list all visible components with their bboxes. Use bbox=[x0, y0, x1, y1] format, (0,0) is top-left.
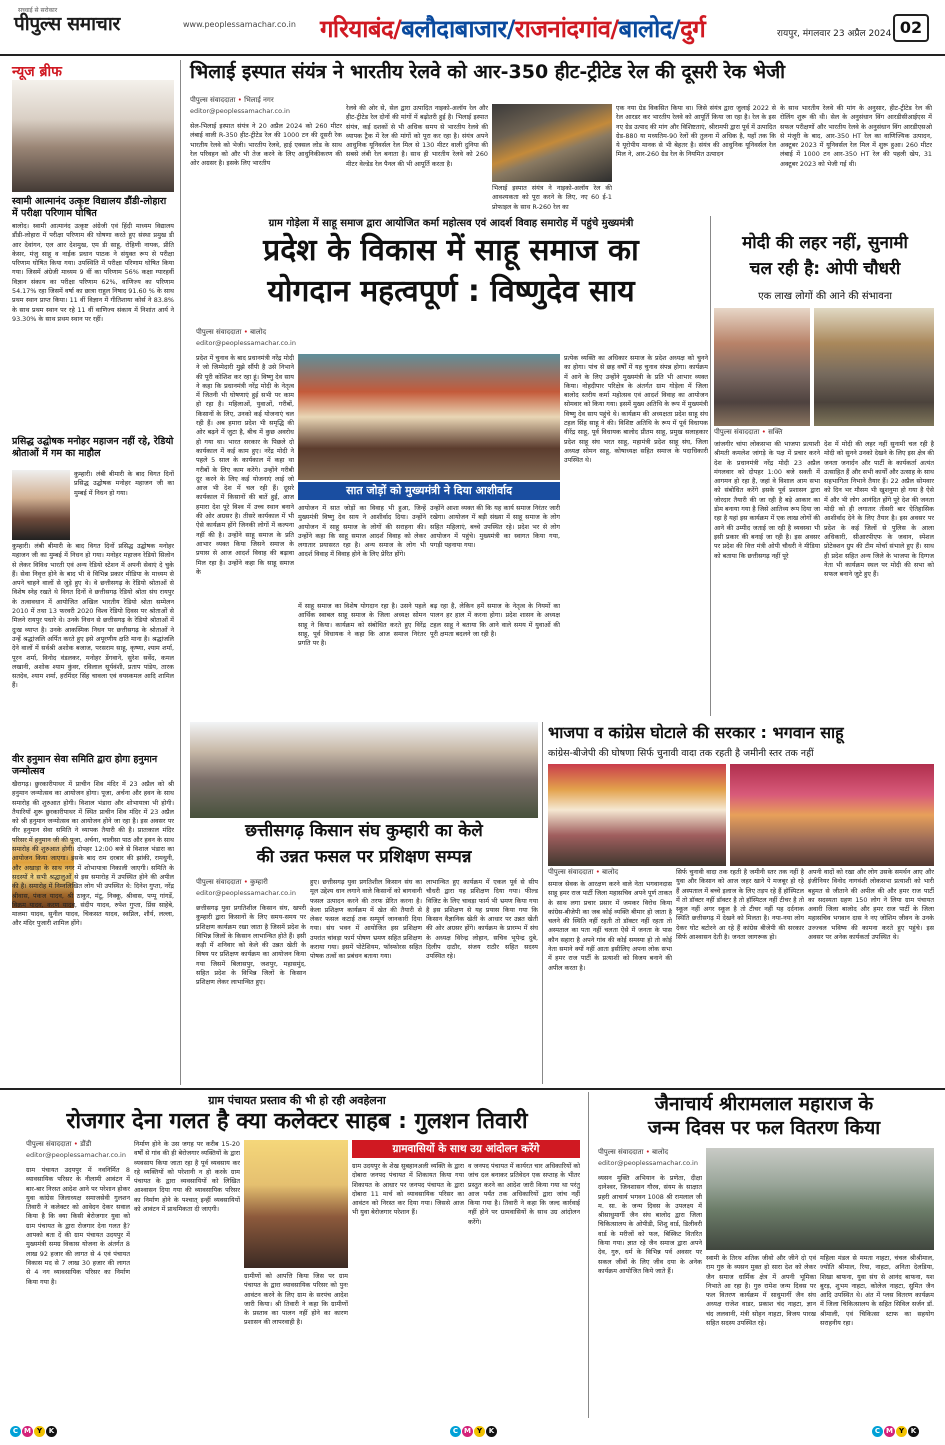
kisan-byline: पीपुल्स संवाददाता • कुम्हारी bbox=[196, 878, 268, 886]
bhagwan-subhead: कांग्रेस-बीजेपी की घोषणा सिर्फ चुनावी वादा तक रहती है जमीनी स्तर तक नहीं bbox=[548, 748, 814, 759]
bsp-headline: भिलाई इस्पात संयंत्र ने भारतीय रेलवे को आर-350 हीट-ट्रीटेड रेल की दूसरी रेक भेजी bbox=[190, 61, 786, 83]
sahu-banner: सात जोड़ों को मुख्यमंत्री ने दिया आशीर्वाद bbox=[298, 482, 560, 500]
kalektar-email[interactable]: editor@peoplessamachar.co.in bbox=[26, 1151, 126, 1159]
bsp-col2: रेलवे की ओर से, सेल द्वारा उत्पादित नाइको-अलॉय रेल और हीट-ट्रीटेड रेल दोनों की मांगों में बढ़ोतरी हुई है। भिलाई इस्पात संयंत्र, कई दशकों से भी अधिक समय से भारतीय रेलवे की व्यापक ट्रैक में रेल की मांगों को पूरा कर रहा है। संयंत्र अपने आधुनिक यूनिवर्सल रेल मिल से 130 मीटर वाली दुनिया की सबसे लंबी रेल बनाता है। साथ ही भारतीय रेलवे को 260 मीटर वेल्डेड रेल पैनल की भी आपूर्ति करता है। bbox=[346, 104, 488, 168]
sahu-col4: प्रत्येक व्यक्ति का अधिकार समाज के प्रदेश अध्यक्ष को चुनने का होगा। पांच से छह वर्षों में यह चुनाव संपन्न होगा। कार्यक्रम में आने के लिए उन्होंने मुख्यमंत्री के प्रति भी आभार व्यक्त किया। नोहदीपार परिक्षेत्र के अंतर्गत ग्राम गोड़ेला में जिला बालोद स्तरीय कर्मा महोत्सव एवं आदर्श विवाह का आयोजन सोमवार को किया गया। इसमें मुख्य अतिथि के रूप में मुख्यमंत्री विष्णु देव साय पहुंचे थे। कार्यक्रम की अध्यक्षता प्रदेश साहू संघ टहल सिंह साहू ने की। विशिष्ट अतिथि के रूप में पूर्व विधायक वीरेंद्र साहू, पूर्व विधायक बालोद प्रीतम साहू, प्रमुख सलाहकार प्रदेश साहू संघ भरत साहू, महामंत्री प्रदेश साहू संघ, जिला अध्यक्ष सोमन साहू, कोषाध्यक्ष सहित समाज के पदाधिकारी उपस्थित थे। bbox=[564, 354, 708, 465]
fruit-distribution-photo bbox=[706, 1148, 934, 1250]
jain-byline: पीपुल्स संवाददाता • बालोद bbox=[598, 1148, 669, 1156]
region-balodabazar: बलौदाबाजार/ bbox=[401, 15, 515, 43]
kisan-col1: छत्तीसगढ़ युवा प्रगतिशील किसान संघ, खपरी कुम्हारी द्वारा किसानों के लिए समय-समय पर प्रशिक्षण कार्यक्रम रखा जाता है जिसमें प्रदेश के विभिन्न जिलों के किसान लाभान्वित होते हैं। इसी कड़ी में शनिवार को केले की उन्नत खेती के विषय पर प्रशिक्षण कार्यक्रम का आयोजन किया गया जिसमें बिलासपुर, जशपुर, महासमुंद, सहित प्रदेश के विभिन्न जिलों के किसान प्रशिक्षण लेकर लाभान्वित हुए। bbox=[196, 904, 306, 987]
kisan-training-photo bbox=[190, 722, 538, 818]
jain-headline-line2: जन्म दिवस पर फल वितरण किया bbox=[647, 1117, 881, 1139]
bhagwan-col3: अपनी वादों को रखा और लोग उसके समर्थन आए और इंजीनियर विनोद नागवंशी लोकसभा प्रत्याशी को भारी बहुमत से जीताने की अपील की और हमर राज पार्टी का सदस्यता ग्रहण 150 लोग ने लिया ग्राम पंचायत अवारी जिला बालोद और हमर राज पार्टी के जिला महासचिव भगवान दास ने नए जोशिम जीवन के उनके उज्ज्वल भविष्य की कामना करते हुए पहुंचे। इस अवसर पर अनेक कार्यकर्ता उपस्थित थे। bbox=[808, 868, 934, 942]
sahu-col2-bottom: में साहू समाज का विशेष योगदान रहा है। उसने पहले आर्थिक स्वाबल साहू समाज के जिला अध्यक्ष सोमन साहू ने किया। कार्यक्रम को संबोधित करते हुए विरेंद्र साहू, पूर्व विधायक ने कहा कि आज समाज निरंतर प्रगति पर है। bbox=[298, 602, 426, 648]
jain-col2: स्वामी के तिरथ शतिक जीवो और जीने दो एवं राम गुरु के व्यसन मुक्त हो सारा देश को लेकर जैन समाज धार्मिक क्षेत्र में अपनी भूमिका निभाते आ रहा है। गुरु रामेश जन्म दिवस पर फल वितरण कार्यक्रम में साधुमार्गी जैन संघ अध्यक्ष राजेश वाडर, प्रकाश चंद नाहटा, ज्ञान चंद ललवानी, मंत्री सोहन नाहटा, विजय पारख सहित सदस्य उपस्थित रहे। bbox=[706, 1254, 816, 1328]
sahu-headline-line1: प्रदेश के विकास में साहू समाज का bbox=[263, 233, 639, 268]
bsp-email[interactable]: editor@peoplessamachar.co.in bbox=[190, 107, 290, 115]
bhagwan-photo-2 bbox=[730, 764, 934, 866]
bhagwan-byline: पीपुल्स संवाददाता • बालोद bbox=[548, 868, 619, 876]
brief-radio-text: कुम्हारी। लंबी बीमारी के बाद विगत दिनों प्रसिद्ध उद्घोषक मनोहर महाजन जी का मुम्बई में निधन हो गया। मनोहर महाजन रेडियो सिलोन से लेकर विविध भारती एवं अन्य रेडियो स्टेशन में अपनी सेवाएं दे चुके हैं। सेवा निवृत्त होने के बाद भी वे विभिन्न प्रकार मीडिया के माध्यम से अपने चाहने वालों से जुड़े हुए थे। वे छत्तीसगढ़ के रेडियो श्रोताओं से विशेष स्नेह रखते थे विगत दिनों वे छत्तीसगढ़ रेडियो श्रोता संघ रायपुर के तत्वावधान में आयोजित अखिल भारतीय रेडियो श्रोता सम्मेलन 2010 में तथा 13 फरवरी 2020 विश्व रेडियो दिवस पर श्रोताओं से मिलने रायपुर पधारे थे। उनके निधन से छत्तीसगढ़ के रेडियो श्रोताओं में दुःख व्याप्त है। उनके आकस्मिक निधन पर छत्तीसगढ़ के श्रोताओं ने उन्हें श्रद्धांजलि अर्पित करते हुए इसे अपूरणीय क्षति माना है। श्रद्धांजलि देने वालों में सर्वश्री अशोक बजाज, परसराम साहू, कृष्णा, श्याम शर्मा, पूरन शर्मा, विनोद वंडलकर, मनोहर डेंगवाने, सुरेश सर्वेद, कमल लखानी, अशोक श्याम कुंवर, रविलाल सूर्यवंशी, प्रताप पांडेय, तारक सतदेव, श्याम शर्मा, हरमिंदर सिंह चावला एवं वयस्कमल आदि शामिल हैं। bbox=[12, 542, 174, 690]
sahu-col1: प्रदेश में चुनाव के बाद प्रधानमंत्री नरेंद्र मोदी ने जो जिम्मेदारी मुझे सौंपी है उसे निभाने की पूरी कोशिश कर रहा हूं। विष्णु देव साय ने कहा कि प्रधानमंत्री नरेंद्र मोदी के नेतृत्व में जितनी भी घोषणाएं हुई सभी पर काम हो रहा है। महिलाओं, युवाओं, गरीबों, किसानों के लिए, उनको कई योजनाएं चल रही हैं। अब हमारा प्रदेश भी समृद्धि की ओर बढ़ने में जुटा है, बीच में कुछ अवरोध हो गया था। भारत सरकार के पिछले दो कार्यकाल में कई काम हुए। नरेंद्र मोदी ने पहले 5 साल के कार्यकाल में कहा था गरीबों के लिए काम करेंगे। उन्होंने गरीबी दूर करने के लिए कई योजनाएं लाई जो आज भी देश में चल रही हैं। दूसरे कार्यकाल में किसानों की बातें हुईं, आज हमारा देश पूरे विश्व में उच्च स्थान बनाने की ओर अग्रसर है। तीसरे कार्यकाल में भी ऐसे कार्यक्रम होंगे जिनकी लोगों में कल्पना नहीं की है। उन्होंने साहू समाज के प्रति आभार व्यक्त किया जिसने समाज के प्रयास से आज आदर्श विवाह की बढ़ावा मिल रहा है। उन्होंने कहा कि साहू समाज के bbox=[196, 354, 294, 576]
brief-hanuman-title: वीर हनुमान सेवा समिति द्वारा होगा हनुमान जन्मोत्सव bbox=[12, 754, 158, 777]
gulshan-tiwari-photo bbox=[244, 1140, 348, 1268]
kisan-col3: लाभान्वित हुए कार्यक्रम में एकल पूर्व से सीप चौधरी द्वारा यह प्रशिक्षण दिया गया। फील्ड विजिट के लिए चावड़ा फार्म भी भ्रमण किया गया है इस प्रशिक्षण से यह प्रयास किया गया कि किसान वैज्ञानिक खेती के आधार पर उन्नत खेती की ओर अग्रसर होंगे। कार्यक्रम के प्रारम्भ में संघ के अध्यक्ष विरेन्द्र लोहान, सचिव भूपेन्द्र दुबे, दिलीप दाठौर, संजय राठौर सहित सदस्य उपस्थित रहे। bbox=[426, 878, 538, 961]
kalektar-headline: रोजगार देना गलत है क्या कलेक्टर साहब : गुलशन तिवारी bbox=[66, 1109, 528, 1134]
modi-byline: पीपुल्स संवाददाता • सक्ति bbox=[714, 428, 783, 436]
sahu-byline: पीपुल्स संवाददाता • बालोद bbox=[196, 328, 267, 336]
website-url[interactable]: www.peoplessamachar.co.in bbox=[183, 20, 296, 29]
kalektar-col5: व जनपद पंचायत में कार्यरत चार अधिकारियों को जांच दल बनाकर प्रतिवेदन एक सप्ताह के भीतर प्रस्तुत करने का आदेश जारी किया गया था परंतु आज पर्यंत तक अधिकारियों द्वारा जांच नहीं किया गया है। तिवारी ने कहा कि जल्द कार्रवाई नहीं होने पर ग्रामवासियों के साथ उग्र आंदोलन करेंगे। bbox=[468, 1162, 580, 1226]
kalektar-byline: पीपुल्स संवाददाता • डौंडी bbox=[26, 1140, 92, 1148]
cmyk-marker-left: C M Y K bbox=[10, 1426, 58, 1437]
kalektar-kicker: ग्राम पंचायत प्रस्ताव की भी हो रही अवहेलना bbox=[208, 1094, 386, 1107]
kisan-headline-line2: की उन्नत फसल पर प्रशिक्षण सम्पन्न bbox=[256, 847, 472, 867]
region-gariyaband: गरियाबंद/ bbox=[320, 15, 402, 43]
region-durg: दुर्ग bbox=[680, 15, 706, 43]
jain-headline-line1: जैनाचार्य श्रीरामलाल महाराज के bbox=[654, 1093, 874, 1115]
issue-date: रायपुर, मंगलवार 23 अप्रैल 2024 bbox=[777, 29, 892, 39]
page-number: 02 bbox=[893, 14, 929, 42]
masthead bbox=[0, 0, 945, 56]
column-rule-jain bbox=[588, 1092, 589, 1418]
column-rule-modi bbox=[710, 216, 711, 716]
bsp-byline: पीपुल्स संवाददाता • भिलाई नगर bbox=[190, 96, 274, 104]
region-rajnandgaon: राजनांदगांव/ bbox=[514, 15, 619, 43]
rail-mill-photo bbox=[492, 104, 612, 182]
brief-school-title: स्वामी आत्मानंद उत्कृष्ट विद्यालय डौंडी-लोहारा में परीक्षा परिणाम घोषित bbox=[12, 196, 167, 219]
section-divider bbox=[0, 1088, 945, 1090]
jain-col1: व्यसन मुक्ति अभियान के प्रणेता, दीक्षा दानेश्वर, जिनशासन गौरव, संयम के साक्षात प्रहरी आचार्य भगवन 1008 श्री रामलाल जी म. सा. के जन्म दिवस के उपलक्ष्य में श्रीसाधुमार्गी जैन संघ बालोद द्वारा जिला चिकित्सालय के ओपीडी, शिशु वार्ड, डिलीवरी वार्ड के मरीजों को फल, बिस्किट वितरित किया गया। ज्ञात रहे जैन समाज द्वारा अपने देव, गुरु, धर्म के विभिन्न पर्व अवसर पर सकल जीवों के लिए जीव दया के अनेक कार्यक्रम आयोजित किये जाते हैं। bbox=[598, 1174, 702, 1275]
modi-headline-line1: मोदी की लहर नहीं, सुनामी bbox=[742, 233, 908, 253]
kisan-col2: हुए। छत्तीसगढ़ युवा प्रगतिशील किसान संघ का मूल उद्देश्य धान लगाने वाले किसानों को बागवानी फसल उत्पादन करने की तरफ प्रेरित करना है। केला प्रशिक्षण कार्यक्रम में खेत की तैयारी से लेकर फसल कटाई तक सम्पूर्ण जानकारी दिया गया। संघ भवन में आयोजित इस प्रशिक्षण उपरांत चांवड़ा फार्म पोषण भ्रमण सहित प्रशिक्षण कराया गया। इसमें पोटेशियम, फॉस्फोरस सहित पोषक तत्वों का प्रबंधन बताया गया। bbox=[310, 878, 422, 961]
modi-col1: जांजगीर चांपा लोकसभा की भाजपा प्रत्याशी श्रीमती कमलेश जांगड़े के पक्ष में प्रचार करने देश के प्रधानमंत्री नरेंद्र मोदी 23 अप्रैल मंगलवार को दोपहर 1:00 बजे सक्ती में आगमन हो रहा है, जहां वे विशाल आम सभा को संबोधित करेंगे इसके पूर्व प्रशासन द्वारा जोरदार तैयारी की जा रही है बड़े आकार का डोम बनाया गया है जिसे आतिथ्य रूप दिया जा रहा है यहां इस कार्यक्रम में एक लाख लोगों की आने की उम्मीद जताई जा रही है व्यवस्था भी इसी प्रकार की बनाई जा रही है। इस अवसर पर प्रदेश की वित्त मंत्री ओपी चौधरी ने मीडिया को बताया कि छत्तीसगढ़ नहीं पूरे bbox=[714, 440, 820, 560]
bhagwan-photo-1 bbox=[548, 764, 726, 866]
sahu-col3-top: उन्होंने आशा व्यक्त की कि यह कार्य समाज निरंतर जारी रखेगा। आयोजन में बड़ी संख्या में साहू समाज के लोग सहित महिलाएं, बच्चे उपस्थित रहे। प्रदेश भर से लोग आयोजन में पहुंचे। मुख्यमंत्री का स्वागत किया गया, पगड़ी पहनाया गया। bbox=[430, 504, 560, 550]
logo-tagline: सच्चाई से सरोकार bbox=[18, 7, 58, 14]
modi-subhead: एक लाख लोगों की आने की संभावना bbox=[758, 291, 892, 302]
bsp-col1: सेल-भिलाई इस्पात संयंत्र ने 20 अप्रैल 2024 को 260 मीटर लंबाई वाली R-350 हीट-ट्रीटेड रेल की 1000 टन की दूसरी रेक भारतीय रेलवे को भेजी। भारतीय रेलवे, हाई एक्सल लोड के साथ रेल परिवहन को और भी तेज करने के लिए आधुनिकीकरण की ओर अग्रसर है। इसके लिए भारतीय bbox=[190, 122, 342, 168]
kalektar-col2: निर्माण होने के उस जगह पर करीब 15-20 वर्षों से गांव की ही बेरोजगार व्यक्तियों के द्वारा व्यवसाय किया जाता रहा है पूर्व व्यवसाय कर रहे व्यक्तियों को परेशानी न हो करके ग्राम पंचायत के द्वारा व्यवसायियों को लिखित आश्वासन दिया गया की व्यावसायिक परिसर का निर्माण होने के पश्चात् इन्हीं व्यवसायियों को आवंटन में प्राथमिकता दी जाएगी। bbox=[134, 1140, 240, 1214]
newspaper-logo[interactable]: पीपुल्स समाचार bbox=[14, 13, 120, 35]
kalektar-col3: ग्रामीणों को आपत्ति किया जिस पर ग्राम पंचायत के द्वारा व्यावसायिक परिसर को पुनः आवंटन करने के लिए ग्राम के सरपंच आदेश जारी किया। श्री तिवारी ने कहा कि ग्रामीणों के प्रस्ताव का पालन नहीं होने का कारण प्रशासन की लापरवाही है। bbox=[244, 1272, 348, 1327]
region-title bbox=[320, 12, 705, 45]
sahu-email[interactable]: editor@peoplessamachar.co.in bbox=[196, 339, 296, 347]
brief-radio-title: प्रसिद्ध उद्घोषक मनोहर महाजन नहीं रहे, रेडियो श्रोताओं में गम का माहौल bbox=[12, 436, 174, 459]
bsp-col3: एक नया ग्रेड विकसित किया था। जिसे संयंत्र द्वारा जुलाई 2022 से रेल आरडर कर भारतीय रेलवे को आपूर्ति किया जा रहा है। रेल के इस नए ग्रेड उत्पाद की मांग और विशिष्टताएं, श्रीरामपी द्वारा पूर्व में उत्पादित ग्रेड-880 या मध्यतिम-90 रेलों की तुलना में अधिक है, यहाँ तक कि ये यूरोपीय मानक से भी बेहतर है। संयंत्र की आधुनिक यूनिवर्सल रेल मिल ने, आर-260 ग्रेड रेल के नियमित उत्पादन bbox=[616, 104, 776, 159]
manohar-mahajan-photo bbox=[12, 470, 70, 540]
sahu-headline-line2: योगदान महत्वपूर्ण : विष्णुदेव साय bbox=[267, 274, 635, 309]
cmyk-marker-center: C M Y K bbox=[450, 1426, 498, 1437]
bsp-col4: के साथ भारतीय रेलवे की मांग के अनुसार, हीट-ट्रीटेड रेल की रोलिंग शुरू की थी। सेल के अनुसंधान विंग आरडीसीआईएस में सफल परीक्षणों और भारतीय रेलवे के अनुसंधान विंग आरडीएसओ से मंजूरी के बाद, आर-350 HT रेल का वाणिज्यिक उत्पादन, अक्टूबर 2023 में यूनिवर्सल रेल मिल में शुरू हुआ। 260 मीटर लंबाई में 1000 टन आर-350 HT रेल की पहली खेप, 31 अक्टूबर 2023 को भेजी गई थी। bbox=[780, 104, 932, 168]
kisan-email[interactable]: editor@peoplessamachar.co.in bbox=[196, 889, 296, 897]
region-balod: बालोद/ bbox=[618, 15, 681, 43]
brief-school-photo bbox=[12, 80, 174, 192]
sahu-kicker: ग्राम गोड़ेला में साहू समाज द्वारा आयोजित कर्मा महोत्सव एवं आदर्श विवाह समारोह में पहुंचे मुख्यमंत्री bbox=[268, 218, 634, 229]
modi-rally-photo-2 bbox=[814, 308, 934, 426]
modi-rally-photo-1 bbox=[714, 308, 810, 426]
modi-col2: देश में मोदी की लहर नहीं सुनामी चल रही है मोदी को सुनने उनको देखने के लिए इस क्षेत्र की जनता जनार्दन और पार्टी के कार्यकर्ता अत्यंत उत्साहित हैं और सभी कार्यों और उत्साह के साथ सहभागिता निभाने तैयार हैं। 22 अप्रैल सोमवार को दिन भर मौसम भी खुशनुमा हो गया है ऐसे में और भी लोग आनंदित होंगे पूरे देश की जनता मोदी को ही लगातार तीसरी बार ऐतिहासिक आशीर्वाद देने के लिए तैयार है। इस अवसर पर प्रदेश के कई जिलों से पुलिस के आला अधिकारी, सीआरपीएफ के जवान, स्पेशल प्रोटेक्शन ग्रुप की टीम मोर्चा संभाले हुए हैं। साथ ही प्रदेश सहित अन्य जिले के भाजपा के दिग्गज नेता भी कार्यक्रम स्थल पर मोदी की सभा को सफल बनाने जुटे हुए हैं। bbox=[824, 440, 934, 579]
brief-hanuman-text: खैरागढ़। छुरकारीपाथर में प्राचीन शिव मंदिर में 23 अप्रैल को श्री हनुमान जन्मोत्सव का आयोजन होगा। पूजा, अर्चना और हवन के साथ समारोह की शुरुआत होगी। विशाल भंडारा और शोभायात्रा भी होगी। तैयारियाँ शुरू छुरकारीपाथर में स्थित प्राचीन शिव मंदिर में 23 अप्रैल को श्री हनुमान जन्मोत्सव का आयोजन होने जा रहा है। इस अवसर पर वीर हनुमान सेवा समिति ने व्यापक तैयारी की है। प्रातःकाल मंदिर परिसर में हनुमान जी की पूजा, अर्चना, चालीसा पाठ और हवन के साथ समारोह की शुरुआत होगी। दोपहर 12:00 बजे से विशाल भंडारा का आयोजन किया जाएगा। इसके बाद राम दरबार की झांकी, रामधुनी, और अखाड़ा के साथ नगर में शोभायात्रा निकाली जाएगी। समिति के सदस्यों ने सभी श्रद्धालुओं से इस समारोह में उपस्थित होने की अपील की है। समारोह में निम्नलिखित लोग भी उपस्थित थे: दिनेश गुप्ता, नरेंद्र श्रीवास, पंकज यादव, श्री ठाकुर, मंटू, निक्कू, श्रीवास, पप्पू गांगर्डे, विक्रम यादव, करण यादव, संदीप यादव, रुपेश गुप्ता, प्रिंस साहेबे, मालमा यादव, सुनील यादव, चिकसत यादव, स्वप्निल, शौर्य, लल्ला, और मंदिर पुजारी शामिल होंगे। bbox=[12, 780, 174, 928]
cm-blessing-photo bbox=[298, 354, 560, 480]
sahu-col3-bottom: बढ़ रहा है, लेकिन हमें समाज के नेतृत्व के नियमों का पालन हर हाल में करना होगा। प्रदेश शासन के अध्यक्ष टहल साहू ने बताया कि आने वाले समय में युवाओं की पूरी क्षमता बदलने जा रही है। bbox=[430, 602, 560, 638]
column-rule bbox=[180, 60, 181, 1085]
jain-col3: महिला मंडल से ममता नाहटा, चंचल श्रीश्रीमाल, ज्योति श्रीमाल, रिया, नाहटा, अनिता देलडिया, शिखा बाफना, युवा संघ से आनंद बाफना, यश बुरड़, शुभम नाहटा, कोलेज नाहटा, सुमित जैन आदि उपस्थित थे। अंत में प्लस वितरण कार्यक्रम में जिला चिकित्सालय के सहित सिविल सर्जन डॉ. श्रीमाली, एवं चिकित्सा स्टाफ का सहयोग सराहनीय रहा। bbox=[820, 1254, 934, 1328]
sahu-col2-top: आयोजन में सात जोड़ों का विवाह भी हुआ, जिन्हें मुख्यमंत्री विष्णु देव साय ने आशीर्वाद दिया। उन्होंने आयोजन में साहू समाज के लोगों की सराहना की। उन्होंने कहा कि साहू समाज आदर्श विवाह को लेकर लगातार प्रयासरत रहा है। अन्य समाज के लोग भी आदर्श विवाह में विवाह होने के लिए प्रेरित होंगे। bbox=[298, 504, 426, 559]
news-brief-label: न्यूज ब्रीफ bbox=[12, 64, 62, 80]
bhagwan-col2: सिर्फ चुनावी वादा तक रहती है जमीनी स्तर तक नहीं है युवा और किसान को आज जहर खाने पे मजबूर हो रहे हैं अस्पताल में बच्चे इलाज के लिए तड़प रहे हैं हॉस्पिटल में तो डॉक्टर नहीं डॉक्टर है तो हॉस्पिटल नहीं टीचर है तो स्कूल नहीं अगर स्कूल है तो टीचर नहीं यह दर्दनाक स्थिति छत्तीसगढ़ में देखने को मिलता है। नया-नया लोग देकर घोट बटोरने आ रहे हैं कांग्रेस बीजेपी की सरकार सिर्फ आश्वासन देती है। जनता जागरूक हो। bbox=[676, 868, 804, 942]
kalektar-col1: ग्राम पंचायत उदयपुर में नवनिर्मित 8 व्यावसायिक परिसर के नीलामी आवंटन में बार-बार निरस्त आदेश आने पर परेशान होकर युवा कांग्रेस जिलाध्यक्ष समाजसेवी गुलशन तिवारी ने कलेक्टर को आवेदन देकर सवाल किया है कि क्या किसी बेरोजगार युवा को ग्राम पंचायत के द्वारा रोजगार देना गलत है? आपको बता दें की ग्राम पंचायत उदयपुर में मुख्यमंत्री समग्र विकास योजना के अंतर्गत 8 लाख 92 हजार की लागत से 4 एवं पंचायत विकास मद से 7 लाख 30 हजार की लागत से 4 नग व्यावसायिक परिसर का निर्माण किया गया है। bbox=[26, 1166, 130, 1286]
bhagwan-col1: समाज सेवक के आरक्षण करने वाले नेता भगवानदास साहू हमर राज पार्टी जिला महासचिव अपने पूर्ण ताकत के साथ लगा प्रचार प्रसार में जमकर विरोध किया कांग्रेस-बीजेपी का जब कोई व्यक्ति बीमार हो जाता है चलने की स्थिति नहीं रहती तो डॉक्टर नहीं रहता तो अस्पताल का पता नहीं चलता ऐसे में जनता के पास कौन सहारा है अपने गांव की कोई समस्या हो तो कोई नेता समाने क्यों नहीं आता इसीलिए अपना लोक सभा में हमर राज पार्टी के प्रत्याशी को विजय बनाने की अपील करता है। bbox=[548, 880, 672, 972]
brief-radio-text-a: कुम्हारी। लंबी बीमारी के बाद विगत दिनों प्रसिद्ध उद्घोषक मनोहर महाजन जी का मुम्बई में निधन हो गया। bbox=[74, 470, 174, 497]
brief-school-text: बालोद। स्वामी आत्मानंद उत्कृष्ट अंग्रेजी एवं हिंदी माध्यम विद्यालय डौंडी-लोहारा में परीक्षा परिणाम की घोषणा करते हुए संस्था प्रमुख डी आर देवांगन, एल आर देशमुख, एम डी साहू, रोहिणी नायक, प्रीति केसर, मंजु साहू व नाईक प्रधान पाठक ने संयुक्त रूप से परीक्षा परिणाम घोषित किया गया। उपस्थिति में परीक्षा परिणाम घोषित किया गया। जिसमें अंग्रेजी माध्यम 9 वीं का परिणाम 56% कक्षा ग्यारहवीं विज्ञान संकाय का परीक्षा परिणाम 62%, वाणिज्य का परिणाम 54.17% रहा जिसमें वर्षा का छात्रा राहुल निषाद 91.60 % के साथ प्रथम स्थान प्राप्त किया। 11 वीं विज्ञान में गीतिशाया कोर्स ने 83.8% के साथ प्रथम स्थान पर रहे 11 वीं वाणिज्य संकाय में निशांत आर्य ने 93.30% के साथ प्रथम स्थान पर रहीं। bbox=[12, 222, 174, 323]
cmyk-marker-right: C M Y K bbox=[872, 1426, 920, 1437]
bhagwan-headline: भाजपा व कांग्रेस घोटाले की सरकार : भगवान साहू bbox=[548, 723, 844, 742]
jain-email[interactable]: editor@peoplessamachar.co.in bbox=[598, 1159, 698, 1167]
kisan-headline-line1: छत्तीसगढ़ किसान संघ कुम्हारी का केले bbox=[245, 821, 483, 841]
kalektar-banner: ग्रामवासियों के साथ उग्र आंदोलन करेंगे bbox=[352, 1140, 580, 1158]
column-rule-bhagwan bbox=[542, 722, 543, 1084]
modi-headline-line2: चल रही है: ओपी चौधरी bbox=[749, 259, 901, 279]
bsp-caption: भिलाई इस्पात संयंत्र ने नाइको-अलॉय रेल की आवश्यकता को पूरा करने के लिए, नए 60 ई-1 प्रोफाइल के साथ R-260 रेल का bbox=[492, 184, 612, 211]
kalektar-col4: ग्राम उदयपुर के शेख सुबहानअली व्यक्ति के द्वारा दोबारा जनपद पंचायत में शिकायत किया गया शिकायत के आधार पर जनपद पंचायत के द्वारा दोबारा 11 मार्च को व्यावसायिक परिसर का आवंटन को निरस्त कर दिया गया। जिससे आज भी युवा बेरोजगार परेशान हैं। bbox=[352, 1162, 464, 1217]
